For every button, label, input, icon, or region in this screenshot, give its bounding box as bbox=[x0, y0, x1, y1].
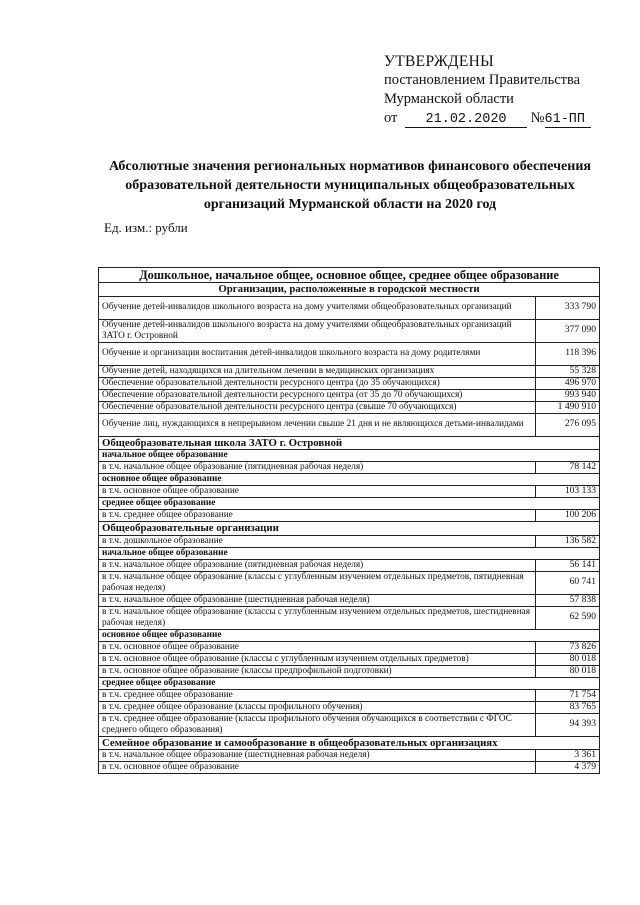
row-label: Обеспечение образовательной деятельности ресурсного центра (от 35 до 70 обучающихся) bbox=[99, 389, 536, 401]
subsection-heading: среднее общее образование bbox=[99, 677, 600, 689]
table-row bbox=[99, 701, 600, 713]
row-label: в т.ч. начальное общее образование (шестидневная рабочая неделя) bbox=[99, 594, 536, 606]
row-value: 94 393 bbox=[536, 713, 600, 736]
row-label: в т.ч. основное общее образование bbox=[99, 486, 536, 498]
table-row bbox=[99, 762, 600, 774]
table-row bbox=[99, 389, 600, 401]
row-label: Обучение лиц, нуждающихся в непрерывном лечении свыше 21 дня и не являющихся детьми-инвалидами bbox=[99, 413, 536, 436]
normatives-table bbox=[98, 267, 600, 774]
row-label: в т.ч. начальное общее образование (шестидневная рабочая неделя) bbox=[99, 750, 536, 762]
section-family: Семейное образование и самообразование в общеобразовательных организациях bbox=[99, 736, 600, 750]
approval-date: 21.02.2020 bbox=[405, 112, 527, 128]
row-label: Обеспечение образовательной деятельности ресурсного центра (свыше 70 обучающихся) bbox=[99, 401, 536, 413]
approval-date-line bbox=[384, 109, 591, 128]
row-label: в т.ч. среднее общее образование (классы профильного обучения обучающихся в соответствии с ФГОС среднего общего образования) bbox=[99, 713, 536, 736]
table-row bbox=[99, 365, 600, 377]
table-row bbox=[99, 559, 600, 571]
number-prefix: № bbox=[530, 110, 545, 126]
row-value: 4 379 bbox=[536, 762, 600, 774]
document-title: Абсолютные значения региональных нормативов финансового обеспечения образовательной деятельности муниципальных общеобразовательных организаций Мурманской области на 2020 год bbox=[109, 159, 591, 212]
row-value: 80 018 bbox=[536, 653, 600, 665]
row-label: в т.ч. среднее общее образование bbox=[99, 689, 536, 701]
row-label: в т.ч. дошкольное образование bbox=[99, 535, 536, 547]
row-label: в т.ч. начальное общее образование (пятидневная рабочая неделя) bbox=[99, 559, 536, 571]
approval-heading: УТВЕРЖДЕНЫ bbox=[384, 53, 494, 70]
row-value: 276 095 bbox=[536, 413, 600, 436]
row-label: Обучение детей, находящихся на длительном лечении в медицинских организациях bbox=[99, 365, 536, 377]
table-row bbox=[99, 401, 600, 413]
row-value: 377 090 bbox=[536, 319, 600, 342]
table-row bbox=[99, 594, 600, 606]
table-row bbox=[99, 653, 600, 665]
section-general: Общеобразовательные организации bbox=[99, 522, 600, 536]
row-label: в т.ч. основное общее образование bbox=[99, 641, 536, 653]
table-row bbox=[99, 641, 600, 653]
row-value: 62 590 bbox=[536, 606, 600, 629]
row-value: 993 940 bbox=[536, 389, 600, 401]
row-label: в т.ч. начальное общее образование (пятидневная рабочая неделя) bbox=[99, 462, 536, 474]
date-prefix: от bbox=[384, 110, 398, 126]
row-label: в т.ч. среднее общее образование (классы профильного обучения) bbox=[99, 701, 536, 713]
row-value: 103 133 bbox=[536, 486, 600, 498]
row-value: 73 826 bbox=[536, 641, 600, 653]
row-value: 78 142 bbox=[536, 462, 600, 474]
row-label: в т.ч. начальное общее образование (классы с углубленным изучением отдельных предметов, шестидневная рабочая неделя) bbox=[99, 606, 536, 629]
table-row bbox=[99, 377, 600, 389]
row-label: Обучение детей-инвалидов школьного возраста на дому учителями общеобразовательных организаций ЗАТО г. Островной bbox=[99, 319, 536, 342]
table-header: Дошкольное, начальное общее, основное общее, среднее общее образование bbox=[99, 268, 600, 283]
table-row bbox=[99, 342, 600, 365]
row-label: в т.ч. основное общее образование bbox=[99, 762, 536, 774]
approval-block bbox=[384, 52, 591, 128]
row-label: Обеспечение образовательной деятельности ресурсного центра (до 35 обучающихся) bbox=[99, 377, 536, 389]
table-row bbox=[99, 462, 600, 474]
row-value: 496 970 bbox=[536, 377, 600, 389]
row-label: Обучение детей-инвалидов школьного возраста на дому учителями общеобразовательных организаций bbox=[99, 296, 536, 319]
subsection-heading: среднее общее образование bbox=[99, 498, 600, 510]
row-value: 118 396 bbox=[536, 342, 600, 365]
row-label: Обучение и организация воспитания детей-инвалидов школьного возраста на дому родителями bbox=[99, 342, 536, 365]
table-row bbox=[99, 413, 600, 436]
row-label: в т.ч. начальное общее образование (классы с углубленным изучением отдельных предметов, пятидневная рабочая неделя) bbox=[99, 571, 536, 594]
row-value: 100 206 bbox=[536, 510, 600, 522]
row-value: 333 790 bbox=[536, 296, 600, 319]
row-label: в т.ч. среднее общее образование bbox=[99, 510, 536, 522]
row-value: 56 141 bbox=[536, 559, 600, 571]
table-row bbox=[99, 535, 600, 547]
section-ostrovnoy: Общеобразовательная школа ЗАТО г. Островной bbox=[99, 436, 600, 450]
approval-line-1: постановлением Правительства bbox=[384, 72, 581, 88]
table-row bbox=[99, 689, 600, 701]
table-row bbox=[99, 296, 600, 319]
row-value: 3 361 bbox=[536, 750, 600, 762]
table-row bbox=[99, 665, 600, 677]
units-label: Ед. изм.: рубли bbox=[104, 220, 188, 235]
subsection-heading: основное общее образование bbox=[99, 629, 600, 641]
table-row bbox=[99, 750, 600, 762]
row-value: 57 838 bbox=[536, 594, 600, 606]
section-urban: Организации, расположенные в городской местности bbox=[99, 283, 600, 297]
subsection-heading: основное общее образование bbox=[99, 474, 600, 486]
row-value: 80 018 bbox=[536, 665, 600, 677]
subsection-heading: начальное общее образование bbox=[99, 547, 600, 559]
approval-number: 61-ПП bbox=[545, 112, 591, 128]
table-row bbox=[99, 319, 600, 342]
row-value: 60 741 bbox=[536, 571, 600, 594]
table-row bbox=[99, 510, 600, 522]
table-row bbox=[99, 713, 600, 736]
table-row bbox=[99, 571, 600, 594]
approval-line-2: Мурманской области bbox=[384, 91, 514, 107]
row-value: 83 765 bbox=[536, 701, 600, 713]
subsection-heading: начальное общее образование bbox=[99, 450, 600, 462]
table-row bbox=[99, 486, 600, 498]
table-row bbox=[99, 606, 600, 629]
row-label: в т.ч. основное общее образование (классы с углубленным изучением отдельных предметов) bbox=[99, 653, 536, 665]
row-value: 1 490 910 bbox=[536, 401, 600, 413]
row-label: в т.ч. основное общее образование (классы предпрофильной подготовки) bbox=[99, 665, 536, 677]
row-value: 136 582 bbox=[536, 535, 600, 547]
row-value: 71 754 bbox=[536, 689, 600, 701]
row-value: 55 328 bbox=[536, 365, 600, 377]
